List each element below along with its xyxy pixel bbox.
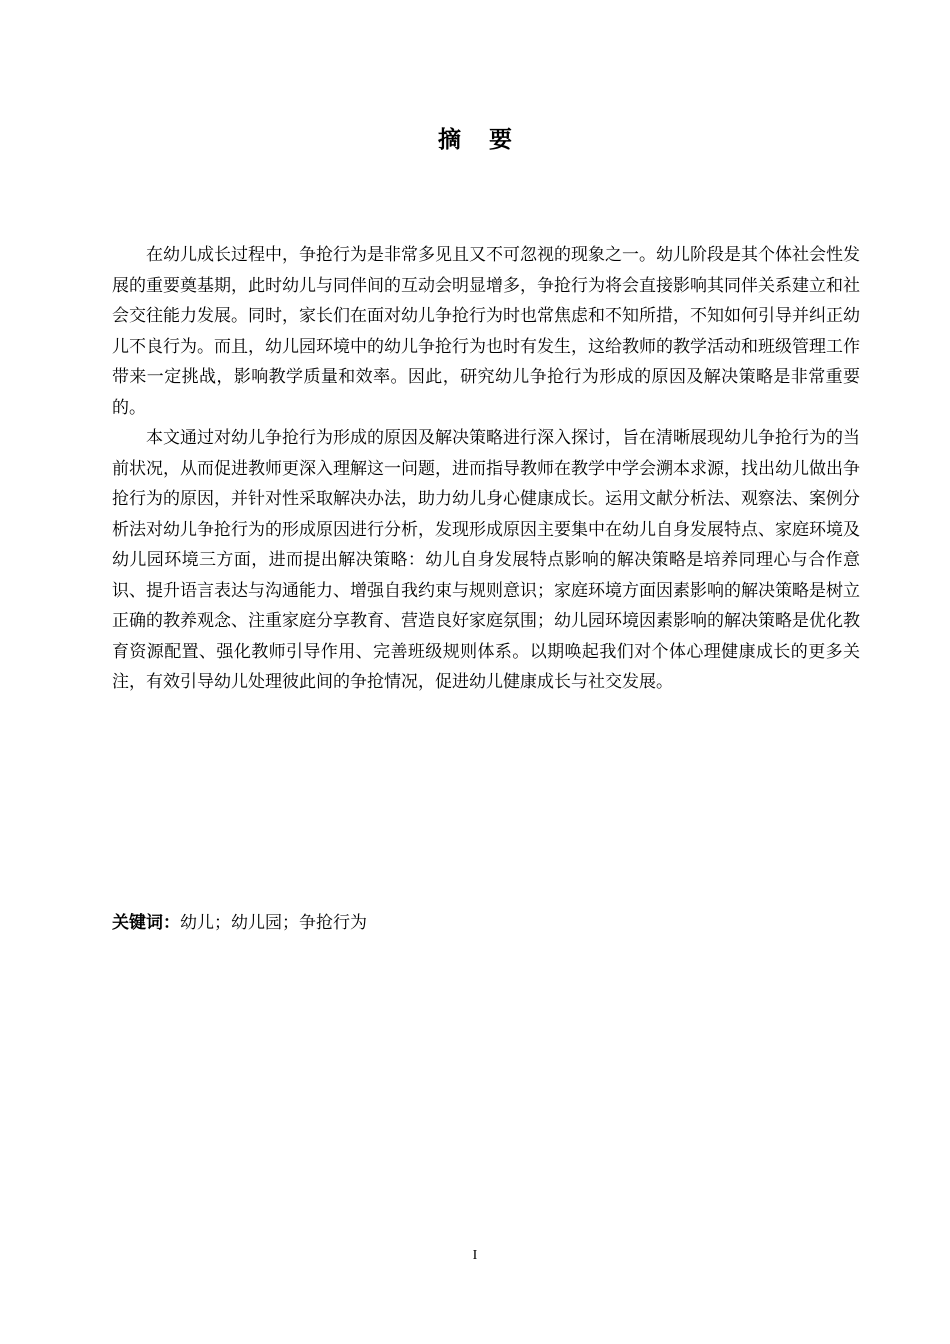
- keywords-value: 幼儿；幼儿园；争抢行为: [180, 913, 367, 933]
- abstract-paragraph-2: 本文通过对幼儿争抢行为形成的原因及解决策略进行深入探讨，旨在清晰展现幼儿争抢行为的当前状况，从而促进教师更深入理解这一问题，进而指导教师在教学中学会溯本求源，找出幼儿做出争抢行为的原因，并针对性采取解决办法，助力幼儿身心健康成长。运用文献分析法、观察法、案例分析法对幼儿争抢行为的形成原因进行分析，发现形成原因主要集中在幼儿自身发展特点、家庭环境及幼儿园环境三方面，进而提出解决策略：幼儿自身发展特点影响的解决策略是培养同理心与合作意识、提升语言表达与沟通能力、增强自我约束与规则意识；家庭环境方面因素影响的解决策略是树立正确的教养观念、注重家庭分享教育、营造良好家庭氛围；幼儿园环境因素影响的解决策略是优化教育资源配置、强化教师引导作用、完善班级规则体系。以期唤起我们对个体心理健康成长的更多关注，有效引导幼儿处理彼此间的争抢情况，促进幼儿健康成长与社交发展。: [112, 428, 860, 692]
- abstract-paragraph-1: 在幼儿成长过程中，争抢行为是非常多见且又不可忽视的现象之一。幼儿阶段是其个体社会性发展的重要奠基期，此时幼儿与同伴间的互动会明显增多，争抢行为将会直接影响其同伴关系建立和社会交往能力发展。同时，家长们在面对幼儿争抢行为时也常焦虑和不知所措，不知如何引导并纠正幼儿不良行为。而且，幼儿园环境中的幼儿争抢行为也时有发生，这给教师的教学活动和班级管理工作带来一定挑战，影响教学质量和效率。因此，研究幼儿争抢行为形成的原因及解决策略是非常重要的。: [112, 245, 860, 418]
- abstract-body: [112, 240, 860, 698]
- page-number: I: [472, 1248, 478, 1263]
- page-title-char-1: 摘: [438, 127, 461, 153]
- keywords-line: [112, 908, 860, 938]
- page-title-char-2: 要: [489, 127, 512, 153]
- page-title: [0, 124, 950, 156]
- keywords-label: 关键词：: [112, 913, 180, 933]
